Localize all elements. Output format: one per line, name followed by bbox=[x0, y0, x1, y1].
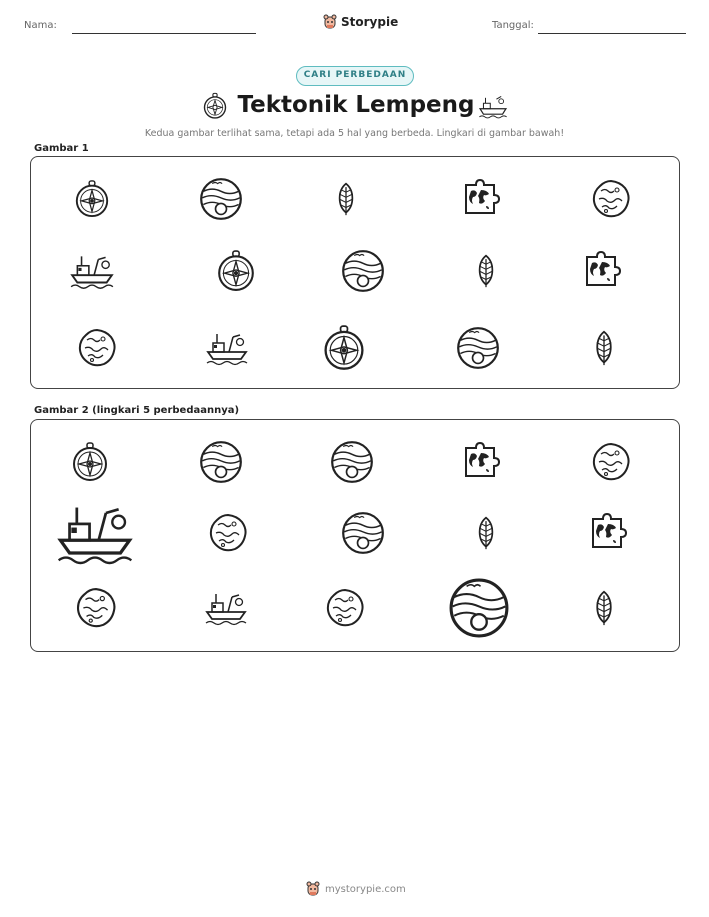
rock-icon[interactable] bbox=[325, 588, 365, 628]
rock-icon bbox=[77, 328, 117, 368]
page-title: Tektonik Lempeng bbox=[237, 92, 475, 118]
ship-icon[interactable] bbox=[55, 493, 135, 573]
ship-icon bbox=[205, 326, 249, 370]
world-puzzle-icon bbox=[460, 179, 500, 219]
compass-icon bbox=[73, 180, 111, 218]
world-puzzle-icon[interactable] bbox=[587, 513, 627, 553]
picture-1-label: Gambar 1 bbox=[34, 143, 89, 154]
brand-logo bbox=[323, 14, 398, 30]
storypie-mascot-icon bbox=[323, 14, 337, 30]
ship-icon bbox=[69, 248, 115, 294]
leaf-icon bbox=[469, 254, 503, 288]
activity-badge: CARI PERBEDAAN bbox=[296, 66, 414, 86]
rock-icon[interactable] bbox=[75, 587, 117, 629]
compass-icon bbox=[215, 250, 257, 292]
world-puzzle-icon[interactable] bbox=[460, 442, 500, 482]
name-line[interactable] bbox=[72, 33, 256, 34]
ship-icon bbox=[478, 92, 508, 124]
rock-icon bbox=[591, 179, 631, 219]
footer bbox=[306, 881, 406, 897]
earth-layers-icon[interactable] bbox=[448, 577, 510, 639]
leaf-icon bbox=[586, 330, 622, 366]
picture-2-label: Gambar 2 (lingkari 5 perbedaannya) bbox=[34, 405, 240, 416]
date-line[interactable] bbox=[538, 33, 686, 34]
earth-layers-icon[interactable] bbox=[199, 440, 243, 484]
instructions: Kedua gambar terlihat sama, tetapi ada 5 hal yang berbeda. Lingkari di gambar bawah! bbox=[144, 128, 565, 139]
footer-url: mystorypie.com bbox=[325, 883, 406, 895]
name-label: Nama: bbox=[24, 20, 57, 31]
ship-icon[interactable] bbox=[204, 586, 248, 630]
earth-layers-icon[interactable] bbox=[341, 511, 385, 555]
leaf-icon bbox=[329, 182, 363, 216]
rock-icon[interactable] bbox=[208, 513, 248, 553]
earth-layers-icon[interactable] bbox=[330, 440, 374, 484]
earth-layers-icon bbox=[456, 326, 500, 370]
compass-icon bbox=[321, 325, 367, 371]
brand-name: Storypie bbox=[341, 15, 399, 29]
earth-layers-icon bbox=[199, 177, 243, 221]
leaf-icon[interactable] bbox=[469, 516, 503, 550]
compass-icon bbox=[201, 92, 229, 124]
leaf-icon[interactable] bbox=[586, 590, 622, 626]
storypie-mascot-icon bbox=[306, 881, 320, 897]
date-label: Tanggal: bbox=[492, 20, 534, 31]
earth-layers-icon bbox=[341, 249, 385, 293]
world-puzzle-icon bbox=[581, 251, 621, 291]
compass-icon[interactable] bbox=[70, 442, 110, 482]
rock-icon[interactable] bbox=[591, 442, 631, 482]
